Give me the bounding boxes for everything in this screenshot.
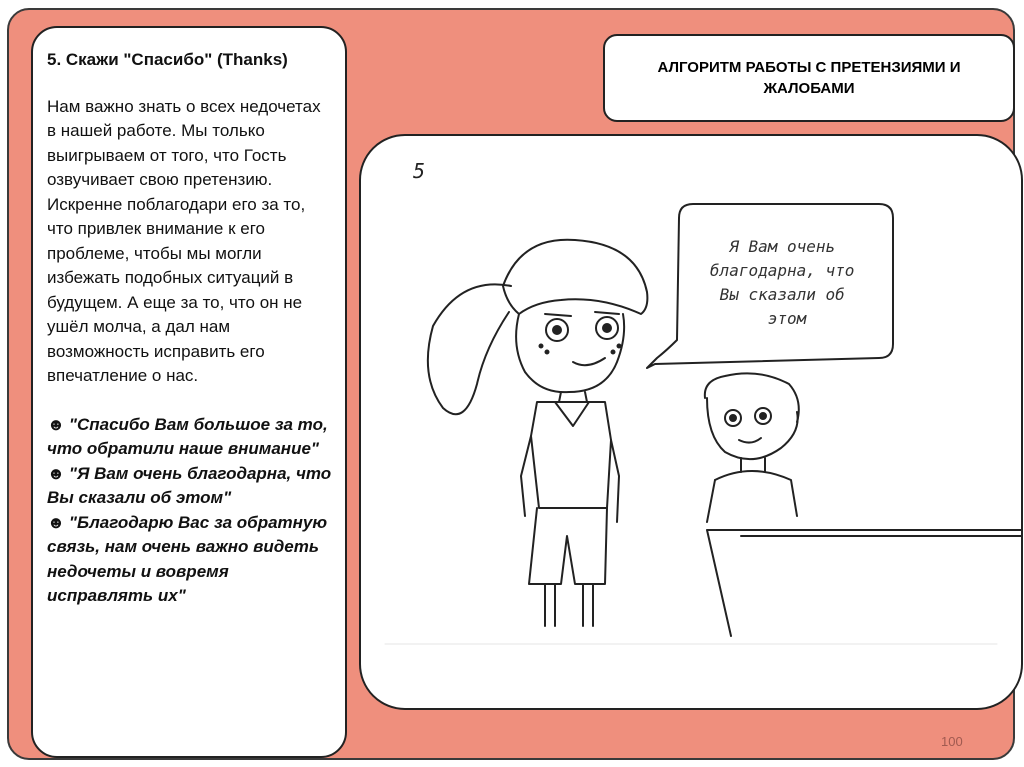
- slide-frame: [7, 8, 1015, 760]
- comic-panel: [359, 134, 1023, 710]
- card-body: Нам важно знать о всех недочетах в нашей работе. Мы только выигрываем от того, что Гость озвучивает свою претензию. Искренне поблагодари его за то, что привлек внимание к его проблеме, чтобы мы могли избежать подобных ситуаций в будущем. А еще за то, что он не ушёл молча, а дал нам возможность исправить его впечатление о нас.: [47, 96, 321, 385]
- phrase-list: [47, 413, 333, 609]
- girl-figure: [428, 240, 648, 626]
- speech-line: этом: [767, 309, 807, 328]
- text-card: [31, 26, 347, 758]
- panel-number: 5: [413, 159, 426, 183]
- phrase-item: [47, 511, 333, 609]
- page-number: 100: [941, 734, 963, 749]
- speech-line: Вы сказали об: [719, 285, 845, 304]
- phrase-item: [47, 462, 333, 511]
- phrase-item: [47, 413, 333, 462]
- smiley-icon: ☻: [47, 512, 65, 532]
- slide-title: АЛГОРИТМ РАБОТЫ С ПРЕТЕНЗИЯМИ И ЖАЛОБАМИ: [657, 59, 961, 97]
- phrase-text: "Спасибо Вам большое за то, что обратили наше внимание": [47, 414, 328, 458]
- card-title: 5. Скажи "Спасибо" (Thanks): [47, 50, 288, 69]
- speech-text: [710, 237, 864, 328]
- boy-figure: [705, 373, 799, 522]
- speech-line: Я Вам очень: [729, 237, 836, 256]
- counter-desk: [707, 530, 1021, 636]
- slide-title-box: [603, 34, 1015, 122]
- phrase-text: "Благодарю Вас за обратную связь, нам очень важно видеть недочеты и вовремя исправлять их": [47, 512, 328, 605]
- smiley-icon: ☻: [47, 463, 65, 483]
- comic-illustration: [361, 136, 1021, 708]
- speech-line: благодарна, что: [709, 261, 855, 280]
- smiley-icon: ☻: [47, 414, 65, 434]
- phrase-text: "Я Вам очень благодарна, что Вы сказали об этом": [47, 463, 332, 507]
